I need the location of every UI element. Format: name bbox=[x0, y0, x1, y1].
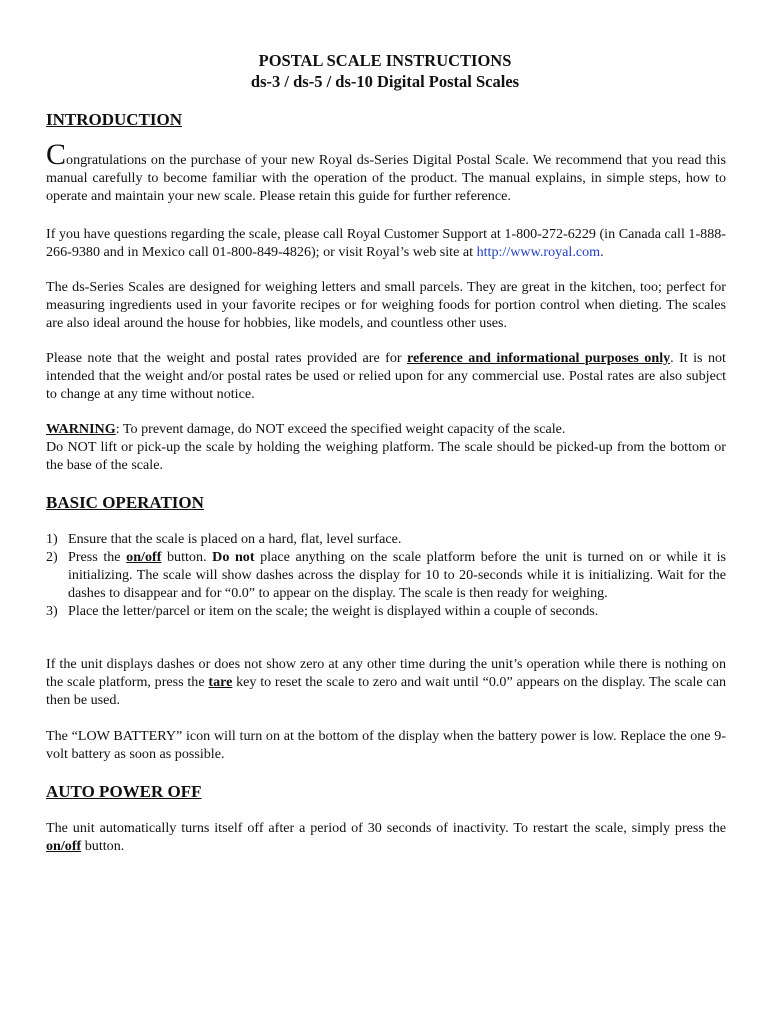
support-text: If you have questions regarding the scale, please call Royal Customer Support at 1-800-272-6229 (in Canada call 1-888-266-9380 and in Mexico call 01-800-849-4826); or visit Royal’s web site at bbox=[46, 226, 726, 260]
basic-operation-heading: BASIC OPERATION bbox=[46, 493, 204, 512]
tare-paragraph bbox=[46, 655, 726, 709]
step-text-c: place anything on the scale platform before the unit is turned on or while it is initializing. The scale will show dashes across the display for 10 to 20-seconds while it is initializing. Wait for the dashes to disappear and for “0.0” to appear on the display. The scale is then ready for weighing. bbox=[68, 549, 727, 601]
auto-power-off-heading: AUTO POWER OFF bbox=[46, 782, 202, 801]
step-number: 2) bbox=[46, 549, 58, 565]
list-item bbox=[46, 530, 726, 548]
warning-text: : To prevent damage, do NOT exceed the specified weight capacity of the scale. bbox=[115, 421, 566, 437]
intro-paragraph-4 bbox=[46, 349, 726, 403]
intro-paragraph-1 bbox=[46, 138, 726, 205]
warning-line-1 bbox=[46, 420, 726, 438]
reference-text-before: Please note that the weight and postal rates provided are for bbox=[46, 350, 408, 366]
tare-text-a: If the unit displays dashes or does not show zero at any other time during the unit’s operation while there is nothing on the scale platform, press the bbox=[46, 656, 726, 690]
reference-text-after: . It is not intended that the weight and/or postal rates be used or relied upon for any commercial use. Postal rates are also subject to change at any time without notice. bbox=[46, 350, 726, 402]
step-text: Ensure that the scale is placed on a hard, flat, level surface. bbox=[68, 531, 402, 547]
warning-label: WARNING bbox=[46, 421, 116, 437]
tare-key-label: tare bbox=[208, 674, 233, 690]
intro-paragraph-1-text: ongratulations on the purchase of your new Royal ds-Series Digital Postal Scale. We recommend that you read this manual carefully to become familiar with the operation of the product. The manual explains, in simple steps, how to operate and maintain your new scale. Please retain this guide for further reference. bbox=[46, 152, 726, 204]
step-text-a: Press the bbox=[68, 549, 127, 565]
list-item bbox=[46, 548, 726, 602]
basic-steps-list bbox=[46, 530, 726, 620]
auto-text-b: button. bbox=[81, 838, 125, 854]
step-number: 1) bbox=[46, 531, 58, 547]
reference-emphasis: reference and informational purposes only bbox=[407, 350, 671, 366]
intro-paragraph-3: The ds-Series Scales are designed for weighing letters and small parcels. They are great in the kitchen, too; perfect for measuring ingredients used in your favorite recipes or for weighing foods for portion control when dieting. The scales are also ideal around the house for hobbies, like models, and countless other uses. bbox=[46, 279, 726, 331]
do-not-emphasis: Do not bbox=[212, 549, 255, 565]
warning-block bbox=[46, 420, 726, 474]
on-off-key-label: on/off bbox=[126, 549, 162, 565]
royal-website-link[interactable]: http://www.royal.com bbox=[476, 244, 601, 260]
page-title: POSTAL SCALE INSTRUCTIONS bbox=[258, 51, 512, 70]
support-text-end: . bbox=[600, 244, 604, 260]
auto-text-a: The unit automatically turns itself off after a period of 30 seconds of inactivity. To restart the scale, simply press the bbox=[46, 820, 726, 836]
page-subtitle: ds-3 / ds-5 / ds-10 Digital Postal Scales bbox=[250, 72, 520, 91]
intro-paragraph-2 bbox=[46, 225, 726, 261]
auto-power-off-paragraph bbox=[46, 819, 726, 855]
step-number: 3) bbox=[46, 603, 58, 619]
step-text-b: button. bbox=[161, 549, 213, 565]
introduction-heading: INTRODUCTION bbox=[46, 110, 183, 129]
drop-cap: C bbox=[46, 138, 67, 171]
title-block bbox=[0, 50, 770, 92]
warning-line-2: Do NOT lift or pick-up the scale by holding the weighing platform. The scale should be picked-up from the bottom or the base of the scale. bbox=[46, 439, 726, 473]
step-text: Place the letter/parcel or item on the scale; the weight is displayed within a couple of seconds. bbox=[68, 603, 599, 619]
list-item bbox=[46, 602, 726, 620]
battery-paragraph: The “LOW BATTERY” icon will turn on at the bottom of the display when the battery power is low. Replace the one 9-volt battery as soon as possible. bbox=[46, 728, 726, 762]
on-off-key-label: on/off bbox=[46, 838, 82, 854]
tare-text-b: key to reset the scale to zero and wait until “0.0” appears on the display. The scale can then be used. bbox=[46, 674, 726, 708]
